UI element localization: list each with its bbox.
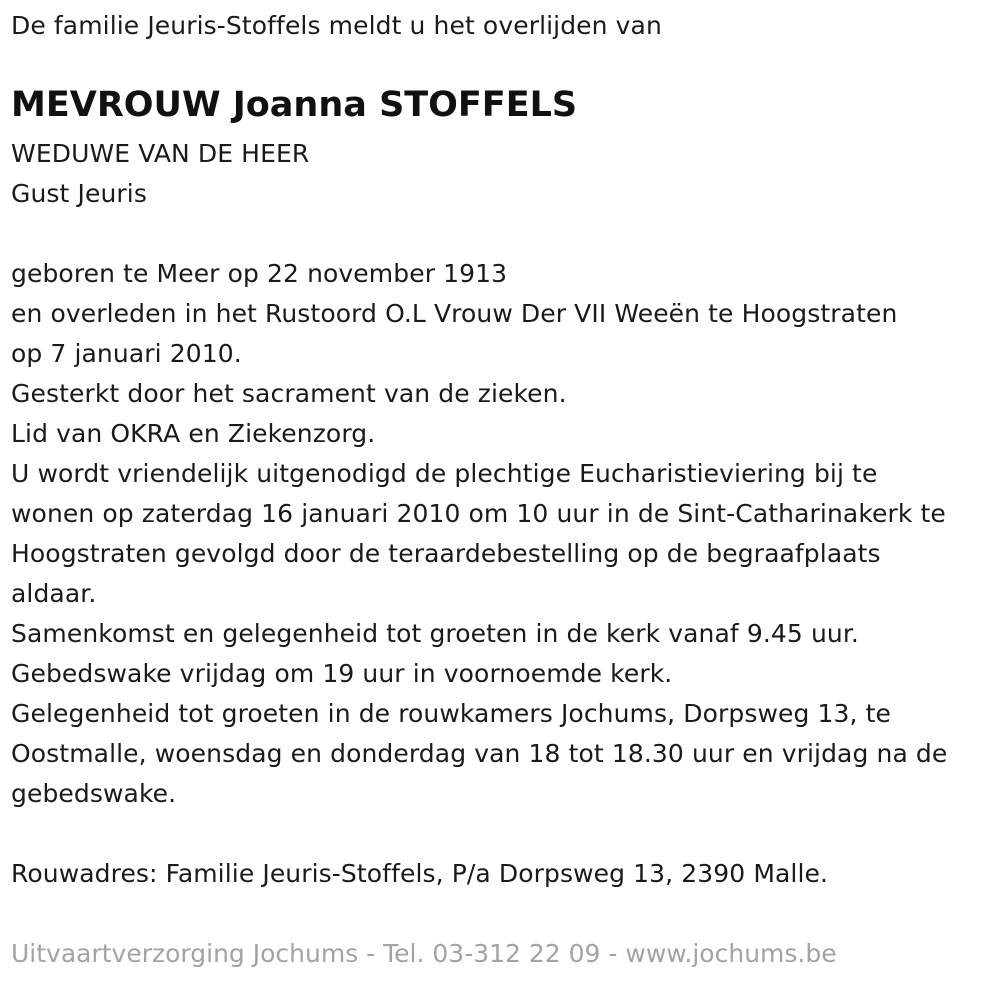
funeral-home-footer: Uitvaartverzorging Jochums - Tel. 03-312 22 09 - www.jochums.be [11,939,837,968]
body-line: Lid van OKRA en Ziekenzorg. [11,419,376,448]
body-line: Gelegenheid tot groeten in de rouwkamers Jochums, Dorpsweg 13, te [11,699,891,728]
body-line: Gebedswake vrijdag om 19 uur in voornoemde kerk. [11,659,673,688]
body-line: en overleden in het Rustoord O.L Vrouw Der VII Weeën te Hoogstraten [11,299,898,328]
body-line: Gesterkt door het sacrament van de zieken. [11,379,567,408]
body-line: aldaar. [11,579,97,608]
body-line: Samenkomst en gelegenheid tot groeten in de kerk vanaf 9.45 uur. [11,619,859,648]
intro-text: De familie Jeuris-Stoffels meldt u het overlijden van [11,11,662,40]
deceased-name: MEVROUW Joanna STOFFELS [11,85,578,125]
widow-block [11,134,309,214]
body-line: geboren te Meer op 22 november 1913 [11,259,508,288]
notice-body [11,254,947,814]
body-line: wonen op zaterdag 16 januari 2010 om 10 uur in de Sint-Catharinakerk te [11,499,946,528]
mourning-address-block [11,854,828,894]
body-line: op 7 januari 2010. [11,339,242,368]
widow-line-spouse: Gust Jeuris [11,179,147,208]
body-line: U wordt vriendelijk uitgenodigd de plechtige Eucharistieviering bij te [11,459,878,488]
body-line: Hoogstraten gevolgd door de teraardebestelling op de begraafplaats [11,539,881,568]
body-line: Oostmalle, woensdag en donderdag van 18 tot 18.30 uur en vrijdag na de [11,739,948,768]
body-line: gebedswake. [11,779,177,808]
mourning-address: Rouwadres: Familie Jeuris-Stoffels, P/a Dorpsweg 13, 2390 Malle. [11,859,829,888]
widow-line-title: WEDUWE VAN DE HEER [11,139,310,168]
